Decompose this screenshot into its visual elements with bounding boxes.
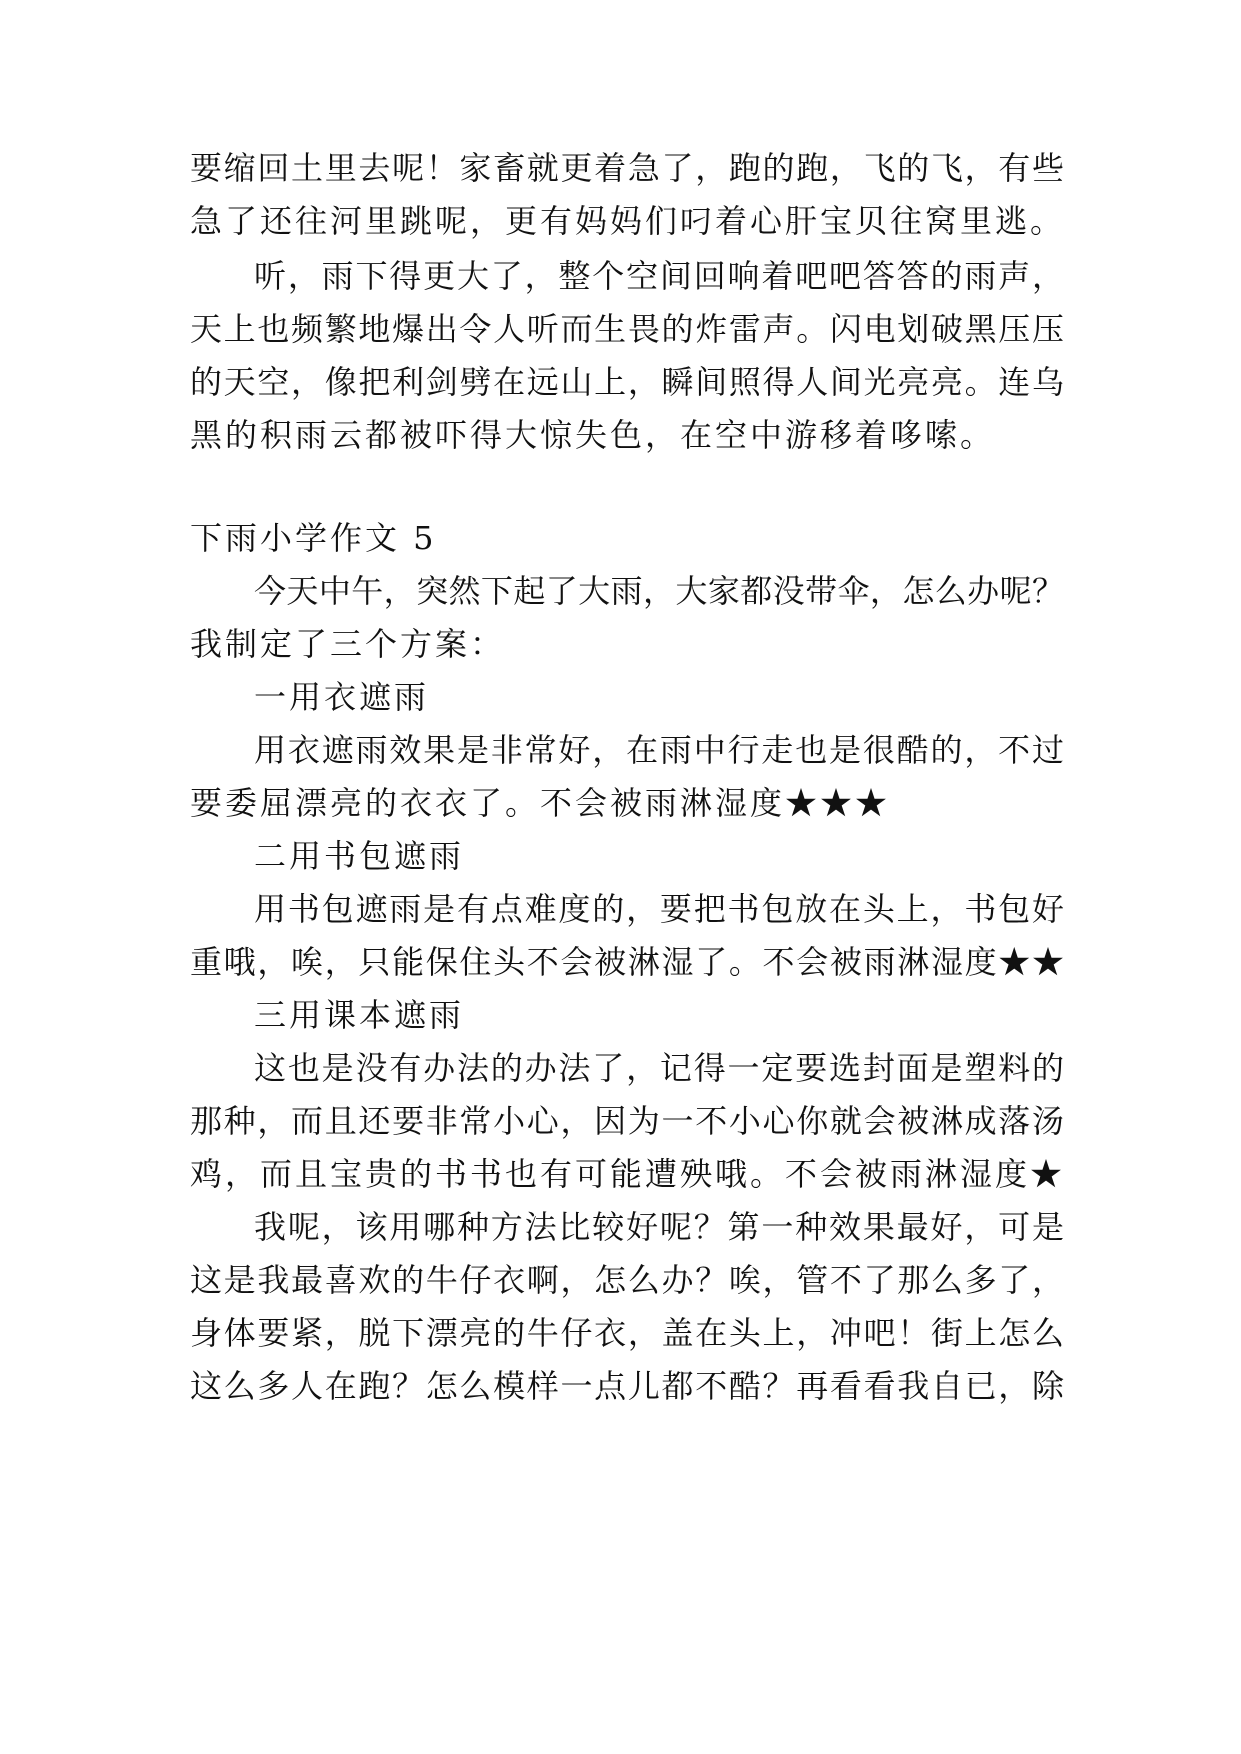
- paragraph-1-line-2: 急了还往河里跳呢，更有妈妈们叼着心肝宝贝往窝里逃。: [190, 202, 1066, 240]
- paragraph-4-line-2: 要委屈漂亮的衣衣了。不会被雨淋湿度★★★: [190, 784, 891, 822]
- method-1-title: 一用衣遮雨: [254, 678, 430, 716]
- paragraph-5-line-1: 用书包遮雨是有点难度的，要把书包放在头上，书包好: [254, 890, 1064, 928]
- paragraph-3-line-1: 今天中午，突然下起了大雨，大家都没带伞，怎么办呢？: [254, 572, 1064, 610]
- section-heading: 下雨小学作文 5: [190, 519, 437, 557]
- paragraph-6-line-1: 这也是没有办法的办法了，记得一定要选封面是塑料的: [254, 1049, 1064, 1087]
- paragraph-2-line-4: 黑的积雨云都被吓得大惊失色，在空中游移着哆嗦。: [190, 416, 996, 454]
- method-2-title: 二用书包遮雨: [254, 837, 465, 875]
- paragraph-2-line-2: 天上也频繁地爆出令人听而生畏的炸雷声。闪电划破黑压压: [190, 310, 1064, 348]
- method-3-title: 三用课本遮雨: [254, 996, 465, 1034]
- paragraph-7-line-2: 这是我最喜欢的牛仔衣啊，怎么办？唉，管不了那么多了，: [190, 1261, 1064, 1299]
- paragraph-3-line-2: 我制定了三个方案：: [190, 625, 506, 663]
- paragraph-5-line-2: 重哦，唉，只能保住头不会被淋湿了。不会被雨淋湿度★★: [190, 943, 1064, 981]
- paragraph-7-line-1: 我呢，该用哪种方法比较好呢？第一种效果最好，可是: [254, 1208, 1064, 1246]
- paragraph-6-line-3: 鸡，而且宝贵的书书也有可能遭殃哦。不会被雨淋湿度★: [190, 1155, 1066, 1193]
- document-page: [190, 0, 1070, 1754]
- paragraph-2-line-1: 听，雨下得更大了，整个空间回响着吧吧答答的雨声，: [254, 257, 1064, 295]
- paragraph-7-line-4: 这么多人在跑？怎么模样一点儿都不酷？再看看我自已，除: [190, 1367, 1064, 1405]
- paragraph-6-line-2: 那种，而且还要非常小心，因为一不小心你就会被淋成落汤: [190, 1102, 1064, 1140]
- paragraph-7-line-3: 身体要紧，脱下漂亮的牛仔衣，盖在头上，冲吧！街上怎么: [190, 1314, 1064, 1352]
- paragraph-4-line-1: 用衣遮雨效果是非常好，在雨中行走也是很酷的，不过: [254, 731, 1064, 769]
- paragraph-2-line-3: 的天空，像把利剑劈在远山上，瞬间照得人间光亮亮。连乌: [190, 363, 1064, 401]
- paragraph-1-line-1: 要缩回土里去呢！家畜就更着急了，跑的跑，飞的飞，有些: [190, 149, 1064, 187]
